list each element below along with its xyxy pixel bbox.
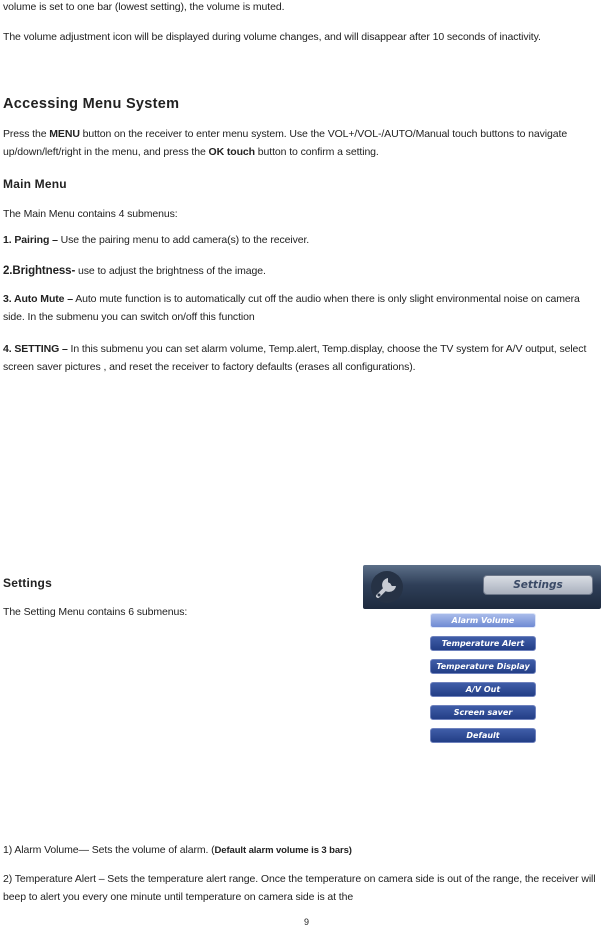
wrench-icon bbox=[369, 569, 405, 605]
settings-menu-item[interactable]: Temperature Alert bbox=[430, 636, 536, 651]
intro-line-1: volume is set to one bar (lowest setting), the volume is muted. bbox=[3, 1, 285, 13]
accessing-paragraph: Press the MENU button on the receiver to enter menu system. Use the VOL+/VOL-/AUTO/Manual touch buttons to navigate up/down/left/right in the menu, and press the OK touch button to confirm a setting. bbox=[3, 128, 568, 158]
settings-menu-list bbox=[430, 613, 536, 751]
settings-menu-title: Settings bbox=[483, 575, 593, 595]
settings-menu-item[interactable]: Default bbox=[430, 728, 536, 743]
main-menu-item-auto-mute: 3. Auto Mute – Auto mute function is to automatically cut off the audio when there is only slight environmental noise on camera side. In the submenu you can switch on/off this function bbox=[3, 293, 580, 323]
settings-menu-item[interactable]: Temperature Display bbox=[430, 659, 536, 674]
main-menu-item-setting: 4. SETTING – In this submenu you can set alarm volume, Temp.alert, Temp.display, choose the TV system for A/V output, select screen saver pictures , and reset the receiver to factory defaults (erases all configurations). bbox=[3, 343, 587, 373]
detail-alarm-volume: 1) Alarm Volume— Sets the volume of alarm. (Default alarm volume is 3 bars) bbox=[3, 844, 352, 856]
section-heading-main-menu: Main Menu bbox=[3, 177, 67, 191]
settings-menu-item[interactable]: Screen saver bbox=[430, 705, 536, 720]
settings-menu-item[interactable]: A/V Out bbox=[430, 682, 536, 697]
main-menu-intro: The Main Menu contains 4 submenus: bbox=[3, 208, 178, 220]
main-menu-item-brightness: 2.Brightness- use to adjust the brightness of the image. bbox=[3, 265, 266, 277]
settings-menu-item[interactable]: Alarm Volume bbox=[430, 613, 536, 628]
section-heading-settings: Settings bbox=[3, 576, 52, 590]
page-number: 9 bbox=[303, 917, 309, 927]
intro-line-2: The volume adjustment icon will be displayed during volume changes, and will disappear after 10 seconds of inactivity. bbox=[3, 31, 541, 43]
main-menu-item-pairing: 1. Pairing – Use the pairing menu to add camera(s) to the receiver. bbox=[3, 234, 310, 246]
detail-temperature-alert: 2) Temperature Alert – Sets the temperature alert range. Once the temperature on camera side is out of the range, the receiver will beep to alert you every one minute until temperature on camera side is at the bbox=[3, 873, 596, 903]
settings-menu-header bbox=[363, 565, 601, 609]
settings-intro: The Setting Menu contains 6 submenus: bbox=[3, 606, 188, 618]
section-heading-accessing: Accessing Menu System bbox=[3, 96, 180, 112]
